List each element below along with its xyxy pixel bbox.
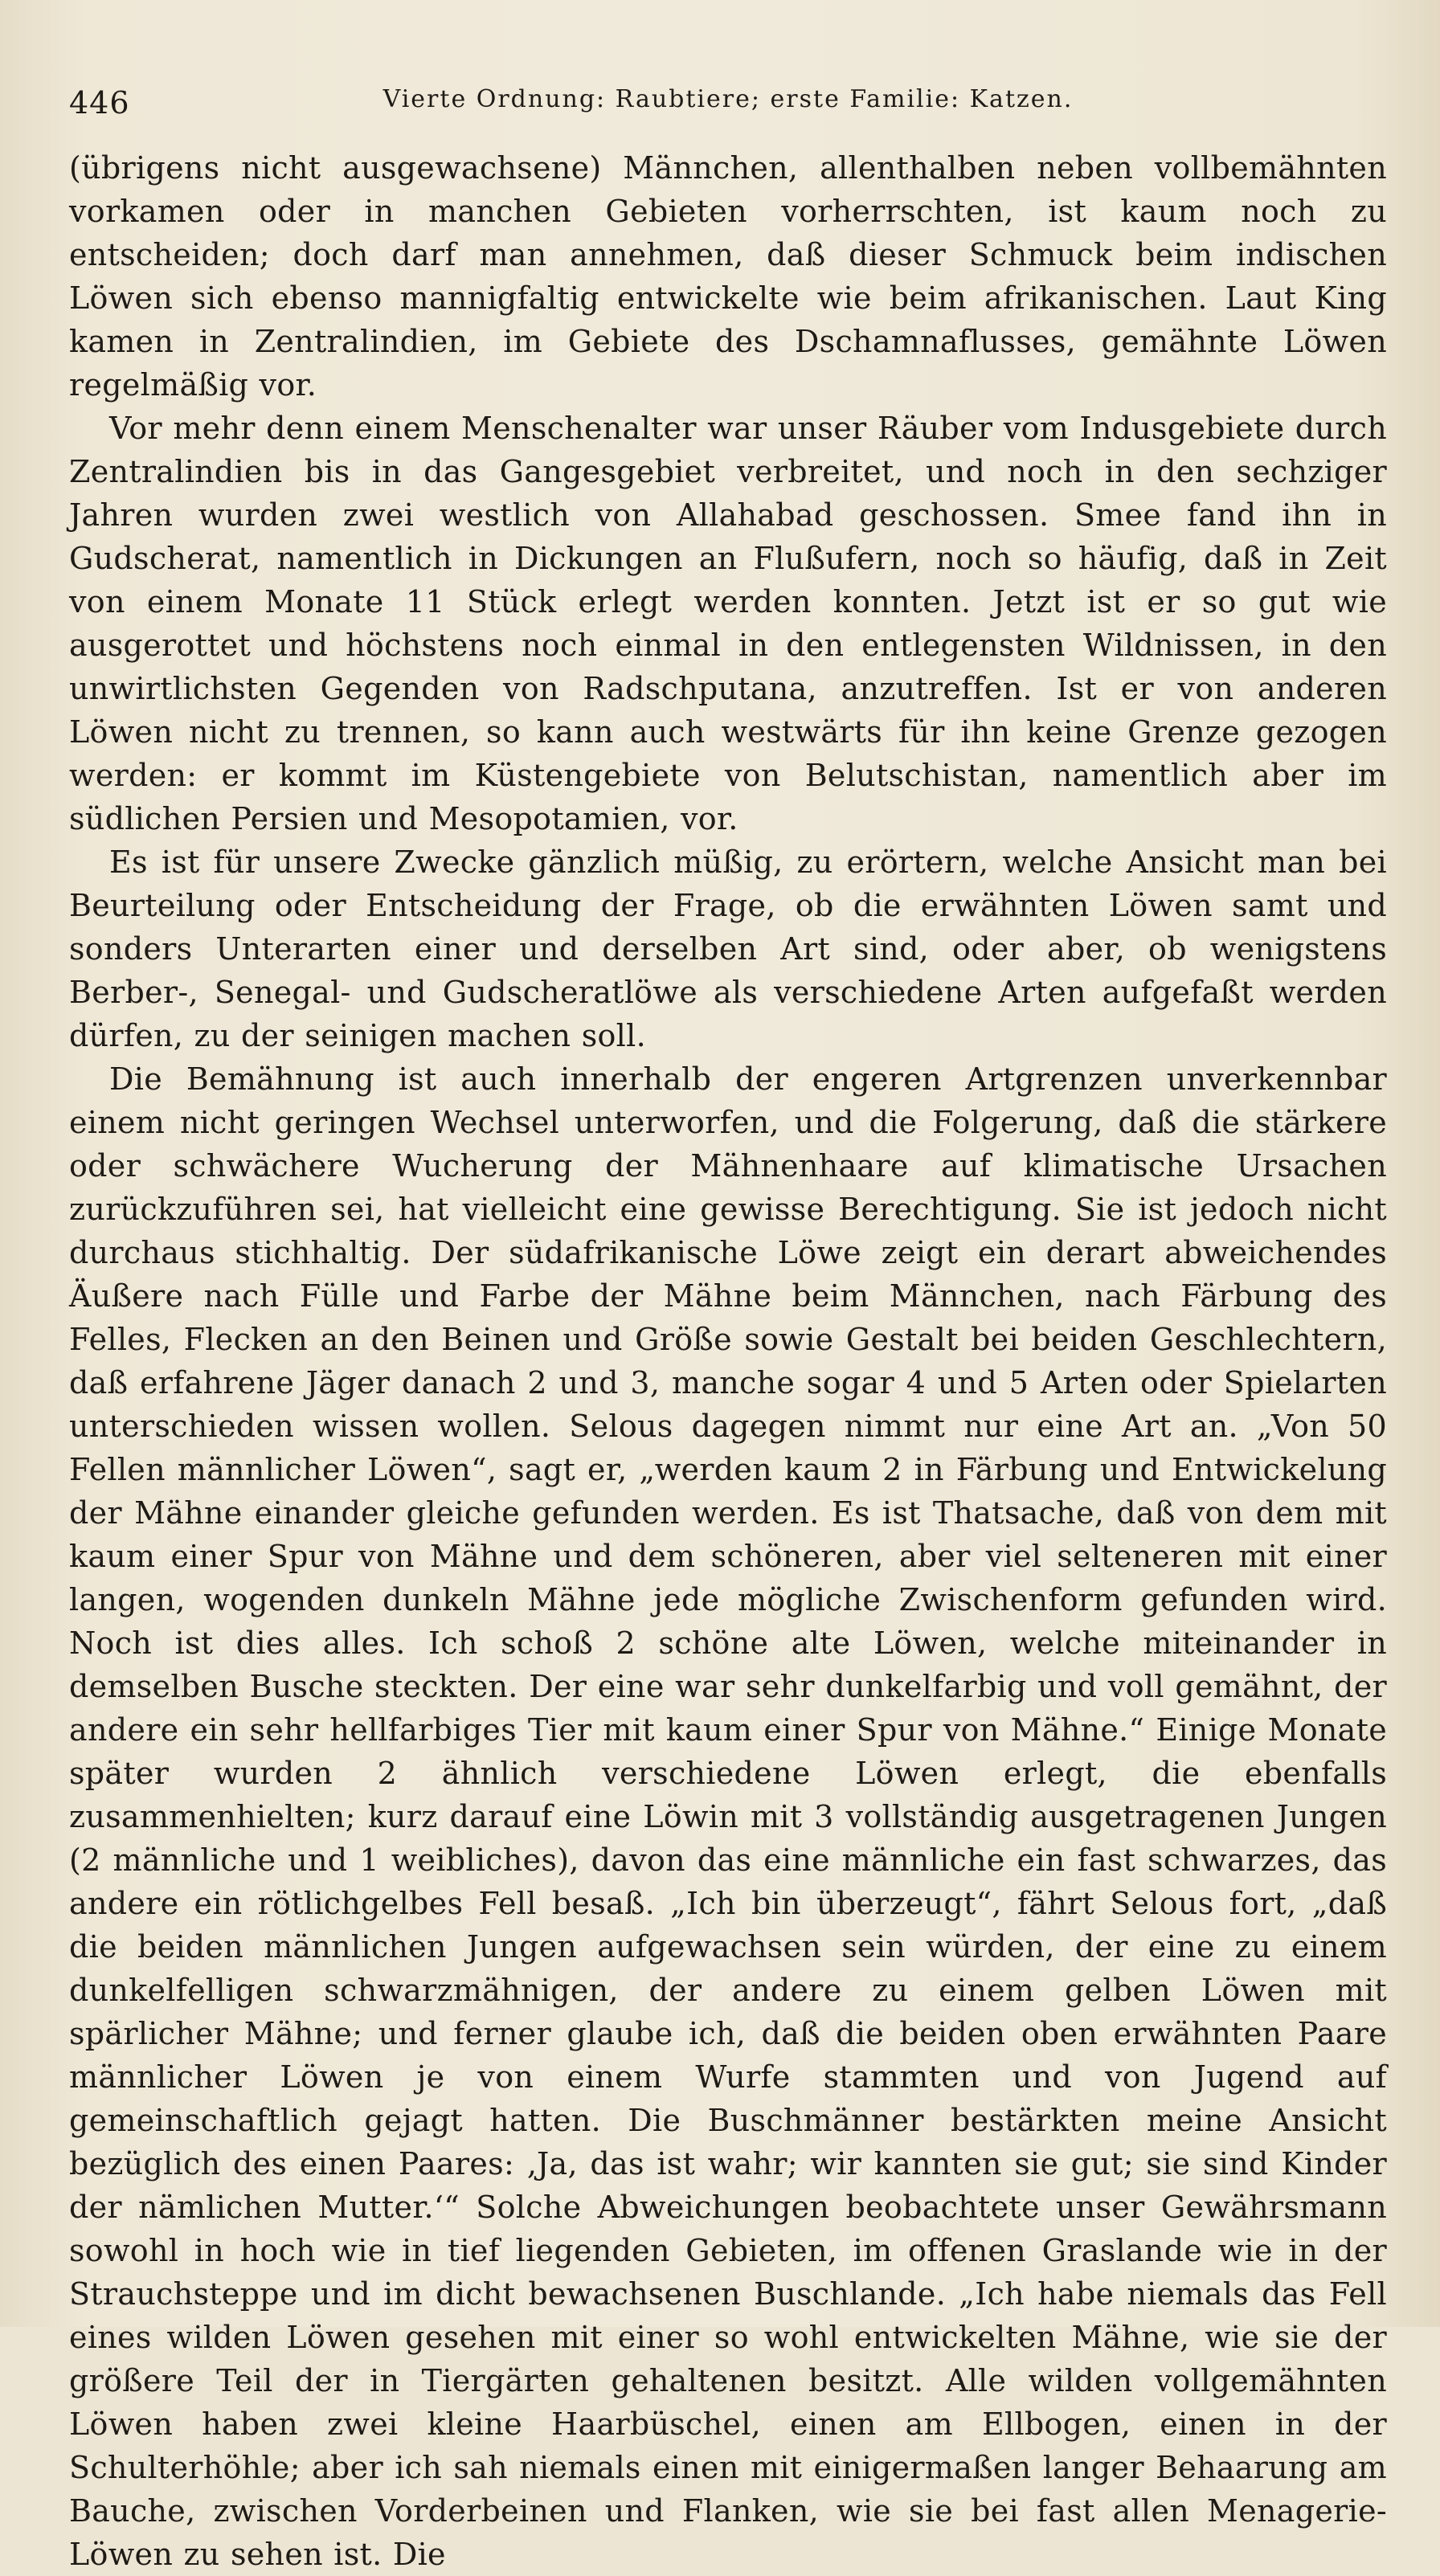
- page-body: [69, 146, 1387, 2576]
- paragraph-continued: (übrigens nicht ausgewachsene) Männchen, allenthalben neben vollbemähnten vorkamen oder in manchen Gebieten vorherrschten, ist kaum noch zu entscheiden; doch darf man annehmen, daß dieser Schmuck beim indischen Löwen sich ebenso mannigfaltig entwickelte wie beim afrikanischen. Laut King kamen in Zentralindien, im Gebiete des Dschamnaflusses, gemähnte Löwen regelmäßig vor.: [69, 150, 1387, 403]
- page-header: [69, 80, 1387, 129]
- paragraph: Vor mehr denn einem Menschenalter war unser Räuber vom Indusgebiete durch Zentralindien bis in das Gangesgebiet verbreitet, und noch in den sechziger Jahren wurden zwei westlich von Allahabad geschossen. Smee fand ihn in Gudscherat, namentlich in Dickungen an Flußufern, noch so häufig, daß in Zeit von einem Monate 11 Stück erlegt werden konnten. Jetzt ist er so gut wie ausgerottet und höchstens noch einmal in den entlegensten Wildnissen, in den unwirtlichsten Gegenden von Radschputana, anzutreffen. Ist er von anderen Löwen nicht zu trennen, so kann auch westwärts für ihn keine Grenze gezogen werden: er kommt im Küstengebiete von Belutschistan, namentlich aber im südlichen Persien und Mesopotamien, vor.: [69, 411, 1387, 836]
- paragraph: Die Bemähnung ist auch innerhalb der engeren Artgrenzen unverkennbar einem nicht geringen Wechsel unterworfen, und die Folgerung, daß die stärkere oder schwächere Wucherung der Mähnenhaare auf klimatische Ursachen zurückzuführen sei, hat vielleicht eine gewisse Berechtigung. Sie ist jedoch nicht durchaus stichhaltig. Der südafrikanische Löwe zeigt ein derart abweichendes Äußere nach Fülle und Farbe der Mähne beim Männchen, nach Färbung des Felles, Flecken an den Beinen und Größe sowie Gestalt bei beiden Geschlechtern, daß erfahrene Jäger danach 2 und 3, manche sogar 4 und 5 Arten oder Spielarten unterschieden wissen wollen. Selous dagegen nimmt nur eine Art an. „Von 50 Fellen männlicher Löwen“, sagt er, „werden kaum 2 in Färbung und Entwickelung der Mähne einander gleiche gefunden werden. Es ist Thatsache, daß von dem mit kaum einer Spur von Mähne und dem schöneren, aber viel selteneren mit einer langen, wogenden dunkeln Mähne jede mögliche Zwischenform gefunden wird. Noch ist dies alles. Ich schoß 2 schöne alte Löwen, welche miteinander in demselben Busche steckten. Der eine war sehr dunkelfarbig und voll gemähnt, der andere ein sehr hellfarbiges Tier mit kaum einer Spur von Mähne.“ Einige Monate später wurden 2 ähnlich verschiedene Löwen erlegt, die ebenfalls zusammenhielten; kurz darauf eine Löwin mit 3 vollständig ausgetragenen Jungen (2 männliche und 1 weibliches), davon das eine männliche ein fast schwarzes, das andere ein rötlichgelbes Fell besaß. „Ich bin überzeugt“, fährt Selous fort, „daß die beiden männlichen Jungen aufgewachsen sein würden, der eine zu einem dunkelfelligen schwarzmähnigen, der andere zu einem gelben Löwen mit spärlicher Mähne; und ferner glaube ich, daß die beiden oben erwähnten Paare männlicher Löwen je von einem Wurfe stammten und von Jugend auf gemeinschaftlich gejagt hatten. Die Buschmänner bestärkten meine Ansicht bezüglich des einen Paares: ‚Ja, das ist wahr; wir kannten sie gut; sie sind Kinder der nämlichen Mutter.‘“ Solche Abweichungen beobachtete unser Gewährsmann sowohl in hoch wie in tief liegenden Gebieten, im offenen Graslande wie in der Strauchsteppe und im dicht bewachsenen Buschlande. „Ich habe niemals das Fell eines wilden Löwen gesehen mit einer so wohl entwickelten Mähne, wie sie der größere Teil der in Tiergärten gehaltenen besitzt. Alle wilden vollgemähnten Löwen haben zwei kleine Haarbüschel, einen am Ellbogen, einen in der Schulterhöhle; aber ich sah niemals einen mit einigermaßen langer Behaarung am Bauche, zwischen Vorderbeinen und Flanken, wie sie bei fast allen Menagerie-Löwen zu sehen ist. Die: [69, 1061, 1387, 2572]
- running-head: Vierte Ordnung: Raubtiere; erste Familie: Katzen.: [382, 85, 1074, 113]
- paragraph: Es ist für unsere Zwecke gänzlich müßig, zu erörtern, welche Ansicht man bei Beurteilung oder Entscheidung der Frage, ob die erwähnten Löwen samt und sonders Unterarten einer und derselben Art sind, oder aber, ob wenigstens Berber-, Senegal- und Gudscheratlöwe als verschiedene Arten aufgefaßt werden dürfen, zu der seinigen machen soll.: [69, 844, 1387, 1053]
- page-number: 446: [69, 85, 130, 121]
